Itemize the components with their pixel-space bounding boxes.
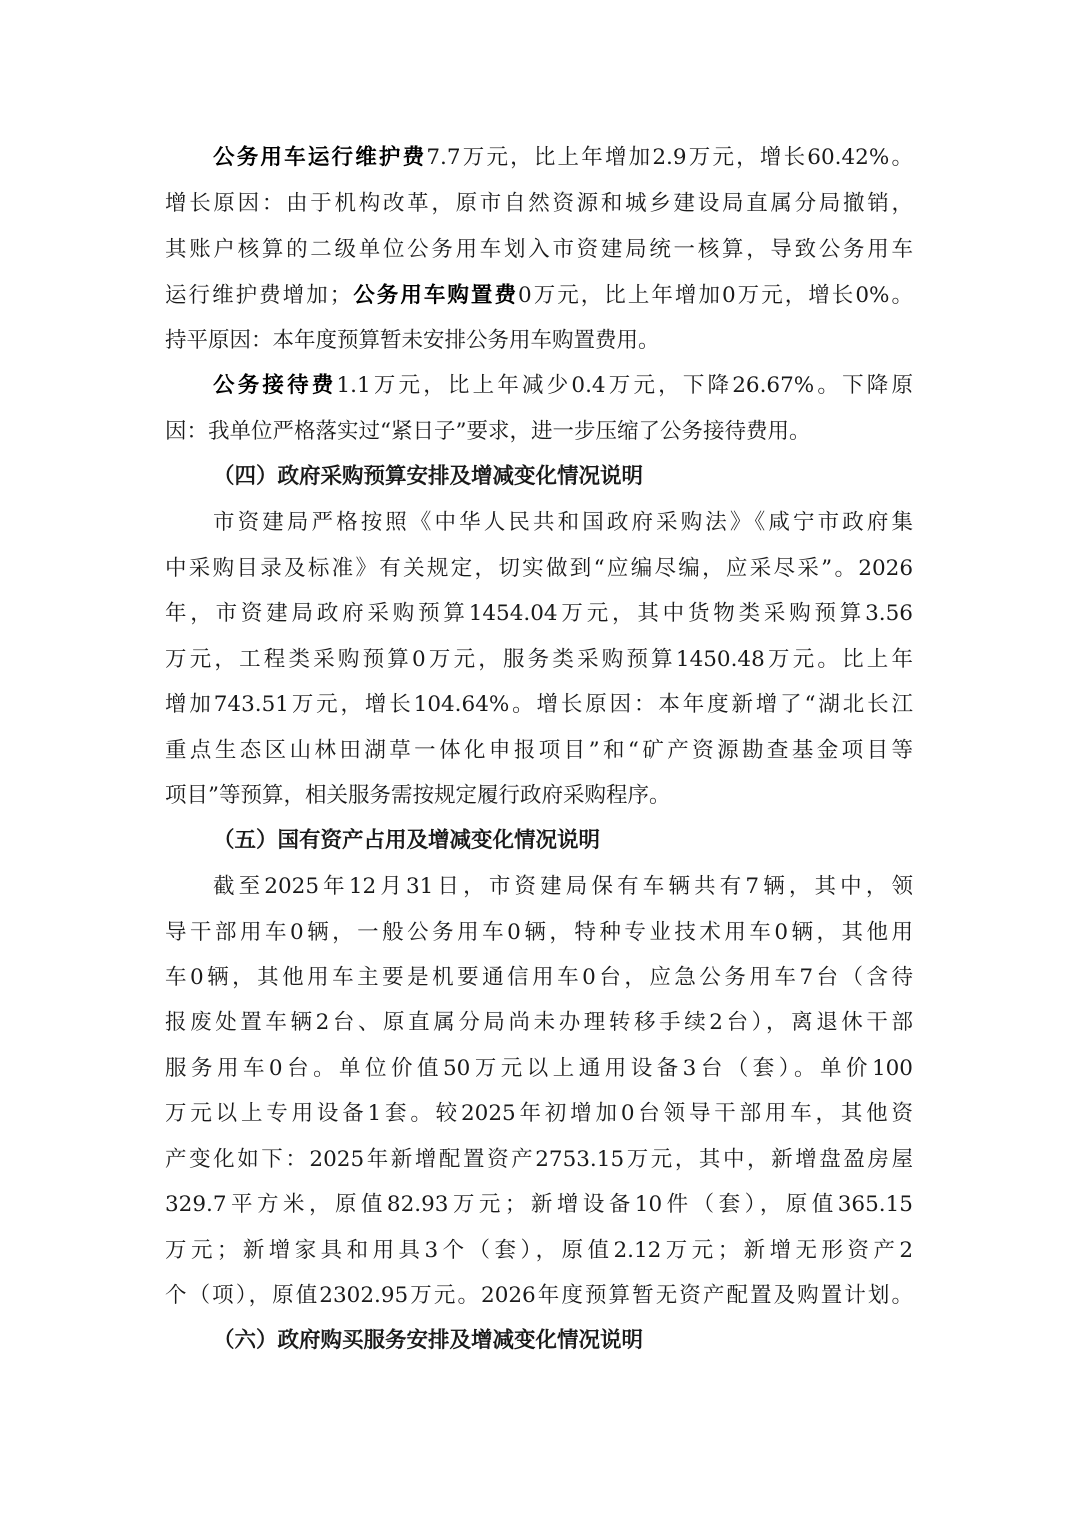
text-line xyxy=(165,273,913,319)
text-line xyxy=(165,910,913,956)
text-line xyxy=(213,864,913,910)
text-line xyxy=(165,773,913,819)
line-text: 导干部用车0辆，一般公务用车0辆，特种专业技术用车0辆，其他用 xyxy=(165,920,913,945)
line-text: 1.1万元，比上年减少0.4万元，下降26.67%。下降原 xyxy=(336,373,913,398)
text-line xyxy=(165,682,913,728)
line-text: 运行维护费增加； xyxy=(165,283,352,308)
text-line xyxy=(213,500,913,546)
bold-term: 公务用车购置费 xyxy=(351,283,518,308)
line-text: 7.7万元，比上年增加2.9万元，增长60.42%。 xyxy=(426,145,913,170)
section-heading: （五）国有资产占用及增减变化情况说明 xyxy=(213,828,601,853)
line-text: 服务用车0台。单位价值50万元以上通用设备3台（套）。单价100 xyxy=(165,1056,913,1081)
line-text: 截至2025年12月31日，市资建局保有车辆共有7辆，其中，领 xyxy=(213,874,913,899)
line-text: 车0辆，其他用车主要是机要通信用车0台，应急公务用车7台（含待 xyxy=(165,965,913,990)
line-text: 增加743.51万元，增长104.64%。增长原因：本年度新增了“湖北长江 xyxy=(165,692,913,717)
text-line xyxy=(165,637,913,683)
line-text: 产变化如下：2025年新增配置资产2753.15万元，其中，新增盘盈房屋 xyxy=(165,1147,913,1172)
text-line xyxy=(165,1000,913,1046)
text-line xyxy=(165,591,913,637)
line-text: 持平原因：本年度预算暂未安排公务用车购置费用。 xyxy=(165,328,660,353)
line-text: 万元，工程类采购预算0万元，服务类采购预算1450.48万元。比上年 xyxy=(165,647,913,672)
line-text: 中采购目录及标准》有关规定，切实做到“应编尽编，应采尽采”。2026 xyxy=(165,556,913,581)
line-text: 其账户核算的二级单位公务用车划入市资建局统一核算，导致公务用车 xyxy=(165,237,913,262)
line-text: 市资建局严格按照《中华人民共和国政府采购法》《咸宁市政府集 xyxy=(213,510,913,535)
text-line xyxy=(165,1182,913,1228)
text-line xyxy=(165,181,913,227)
line-text: 万元以上专用设备1套。较2025年初增加0台领导干部用车，其他资 xyxy=(165,1101,913,1126)
line-text: 报废处置车辆2台、原直属分局尚未办理转移手续2台），离退休干部 xyxy=(165,1010,913,1035)
text-line xyxy=(165,1228,913,1274)
line-text: 万元；新增家具和用具3个（套），原值2.12万元；新增无形资产2 xyxy=(165,1238,913,1263)
section-heading: （六）政府购买服务安排及增减变化情况说明 xyxy=(213,1328,644,1353)
text-line xyxy=(165,546,913,592)
text-line xyxy=(165,227,913,273)
text-line xyxy=(165,1091,913,1137)
line-text: 增长原因：由于机构改革，原市自然资源和城乡建设局直属分局撤销， xyxy=(165,191,913,216)
line-text: 重点生态区山林田湖草一体化申报项目”和“矿产资源勘查基金项目等 xyxy=(165,738,913,763)
bold-term: 公务接待费 xyxy=(213,373,337,398)
text-line xyxy=(165,1046,913,1092)
text-line xyxy=(165,955,913,1001)
text-line xyxy=(213,135,913,181)
section-heading: （四）政府采购预算安排及增减变化情况说明 xyxy=(213,464,644,489)
text-line xyxy=(165,409,913,455)
line-text: 年，市资建局政府采购预算1454.04万元，其中货物类采购预算3.56 xyxy=(165,601,913,626)
bold-term: 公务用车运行维护费 xyxy=(213,145,427,170)
text-line xyxy=(213,363,913,409)
line-text: 项目”等预算，相关服务需按规定履行政府采购程序。 xyxy=(165,783,671,808)
text-line xyxy=(165,728,913,774)
text-line xyxy=(165,1273,913,1319)
text-line xyxy=(165,318,913,364)
line-text: 329.7平方米，原值82.93万元；新增设备10件（套），原值365.15 xyxy=(165,1192,913,1217)
text-line xyxy=(165,1137,913,1183)
line-text: 0万元，比上年增加0万元，增长0%。 xyxy=(518,283,913,308)
line-text: 因：我单位严格落实过“紧日子”要求，进一步压缩了公务接待费用。 xyxy=(165,419,811,444)
line-text: 个（项），原值2302.95万元。2026年度预算暂无资产配置及购置计划。 xyxy=(165,1283,913,1308)
